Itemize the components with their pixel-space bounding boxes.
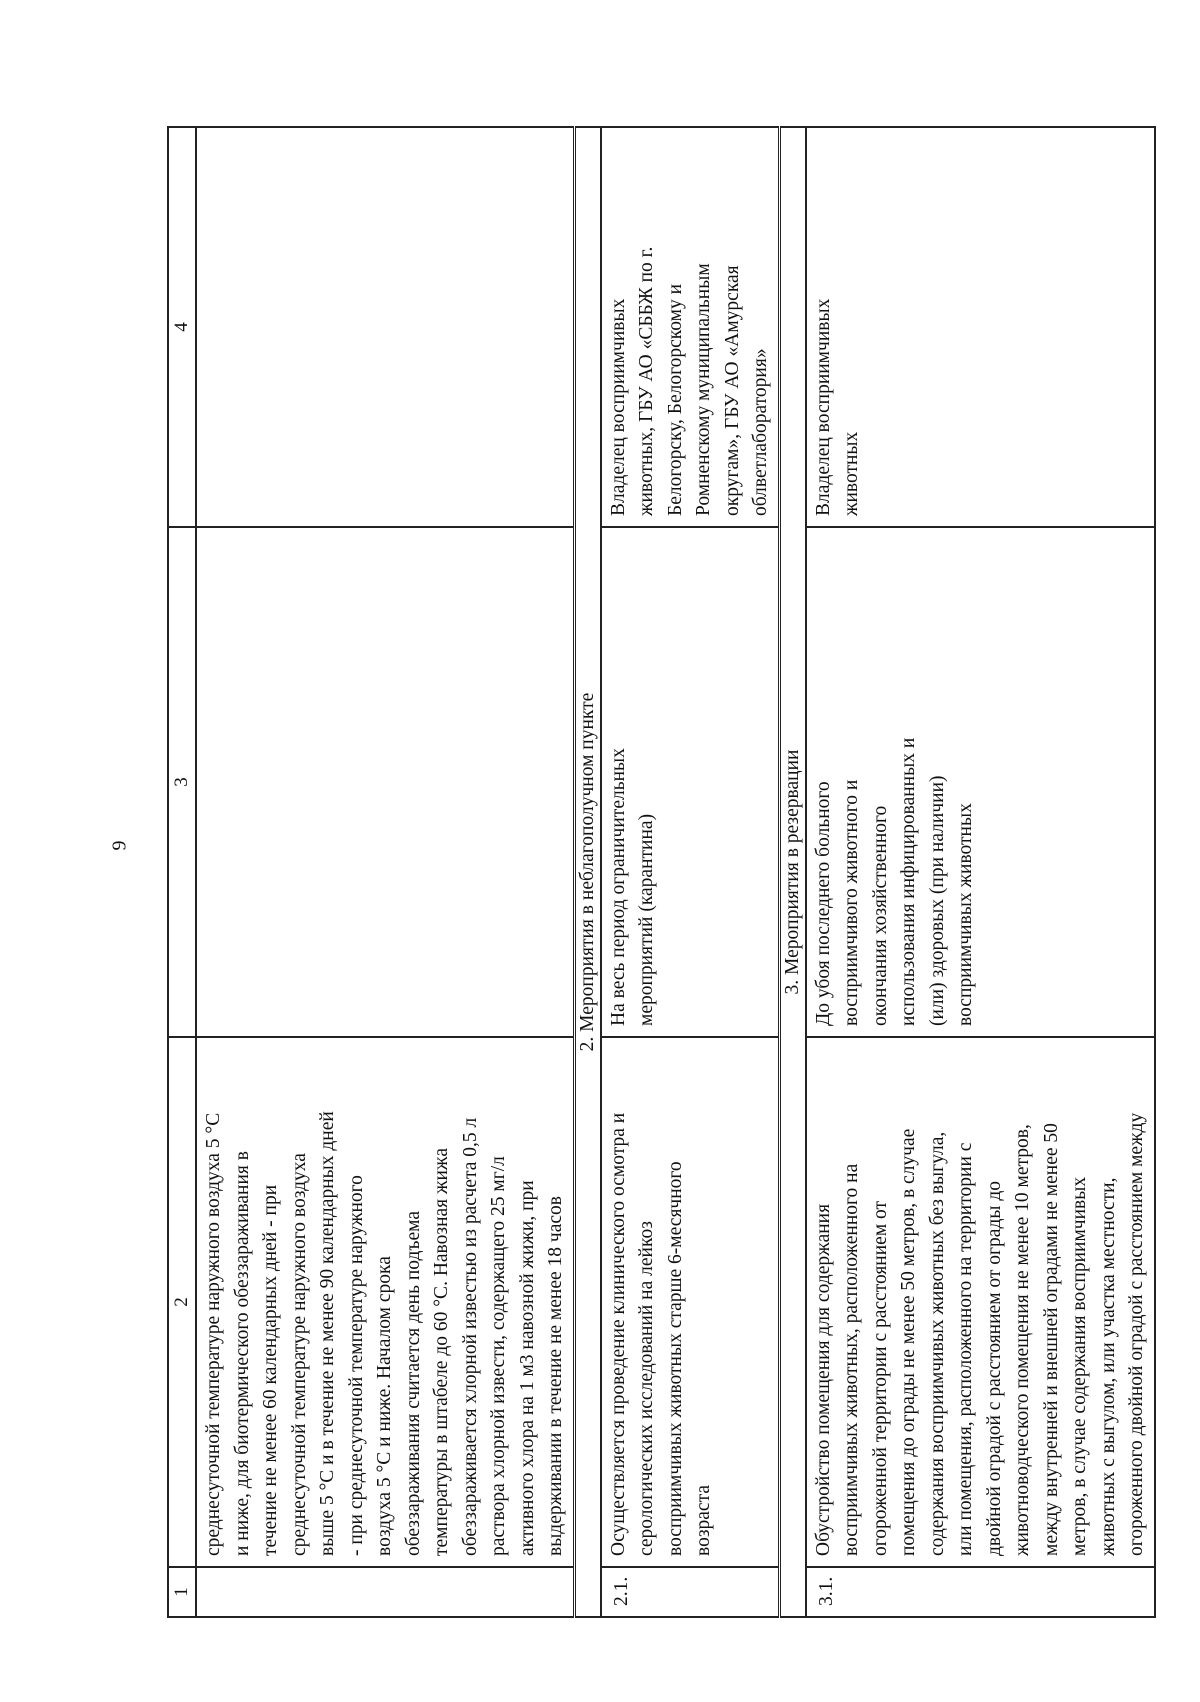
table-header-row: [168, 127, 196, 1617]
page-number: 9: [108, 840, 131, 851]
text-line: восприимчивых животных, расположенного на: [841, 1163, 862, 1556]
text-line: двойной оградой с расстоянием от ограды до: [983, 1180, 1005, 1556]
table-row: [196, 127, 574, 1617]
text-line: использования инфицированных и: [898, 737, 919, 1026]
text-line: огороженной территории с расстоянием от: [869, 1200, 891, 1556]
text-line: среднесуточной температуре наружного воздуха 5 °С: [203, 1112, 224, 1556]
text-line: или помещения, расположенного на территории с: [955, 1142, 976, 1556]
text-line: округам», ГБУ АО «Амурская: [721, 265, 743, 516]
measure-cell: [601, 1037, 780, 1567]
text-line: серологических исследований на лейкоз: [636, 1221, 657, 1556]
text-line: животных, ГБУ АО «СББЖ по г.: [636, 246, 657, 516]
text-line: возраста: [693, 1484, 714, 1556]
text-line: огороженного двойной оградой с расстоянием между: [1126, 1112, 1147, 1556]
text-line: На весь период ограничительных: [607, 748, 629, 1026]
text-line: активного хлора на 1 м3 навозной жижи, при: [516, 1180, 538, 1556]
text-line: животных: [841, 431, 862, 516]
section-3-row: [779, 127, 806, 1617]
text-line: До убоя последнего больного: [812, 781, 834, 1026]
text-line: выдерживании в течение не менее 18 часов: [545, 1196, 566, 1556]
text-line: Осуществляется проведение клинического осмотра и: [607, 1112, 629, 1556]
text-line: восприимчивых животных старше 6-месячного: [664, 1161, 686, 1556]
text-line: течение не менее 60 календарных дней - при: [260, 1184, 281, 1556]
text-line: мероприятий (карантина): [636, 813, 657, 1026]
text-line: и ниже, для биотермического обеззараживания в: [231, 1151, 253, 1556]
text-line: восприимчивых животных: [955, 803, 976, 1026]
text-line: воздуха 5 °С и ниже. Началом срока: [374, 1256, 395, 1556]
header-col-1: 1: [168, 1567, 196, 1617]
row-number-cell: [196, 1567, 574, 1617]
text-line: животных с выгулом, или участка местности,: [1097, 1177, 1119, 1556]
row-number-cell: 2.1.: [601, 1567, 780, 1617]
term-cell: [601, 527, 780, 1037]
measures-table: [167, 126, 1156, 1618]
header-col-2: 2: [168, 1037, 196, 1567]
text-line: восприимчивого животного и: [841, 779, 862, 1026]
rotated-table-container: [167, 128, 1147, 1618]
text-line: метров, в случае содержания восприимчивых: [1069, 1176, 1090, 1556]
text-line: окончания хозяйственного: [869, 805, 891, 1026]
text-line: животноводческого помещения не менее 10 метров,: [1012, 1124, 1033, 1556]
measure-cell: [806, 1037, 1155, 1567]
term-cell: [806, 527, 1155, 1037]
section-2-title: 2. Мероприятия в неблагополучном пункте: [574, 127, 601, 1617]
header-col-4: 4: [168, 127, 196, 527]
text-line: Владелец восприимчивых: [812, 298, 834, 516]
text-line: содержания восприимчивых животных без выгула,: [926, 1131, 948, 1556]
section-3-title: 3. Мероприятия в резервации: [779, 127, 806, 1617]
row-number-cell: 3.1.: [806, 1567, 1155, 1617]
text-line: температуры в штабеле до 60 °С. Навозная жижа: [431, 1147, 452, 1556]
responsible-cell: [196, 127, 574, 527]
responsible-cell: [601, 127, 780, 527]
text-line: Владелец восприимчивых: [607, 298, 629, 516]
text-line: Обустройство помещения для содержания: [812, 1203, 834, 1556]
text-line: (или) здоровых (при наличии): [926, 775, 948, 1026]
text-line: обеззараживания считается день подъема: [402, 1210, 424, 1556]
text-line: - при среднесуточной температуре наружного: [345, 1175, 367, 1556]
text-line: Белогорску, Белогорскому и: [664, 283, 686, 516]
section-2-row: [574, 127, 601, 1617]
header-col-3: 3: [168, 527, 196, 1037]
text-line: раствора хлорной извести, содержащего 25 мг/л: [488, 1156, 509, 1556]
text-line: помещения до ограды не менее 50 метров, в случае: [898, 1128, 919, 1556]
text-line: среднесуточной температуре наружного воздуха: [288, 1153, 310, 1556]
responsible-cell: [806, 127, 1155, 527]
term-cell: [196, 527, 574, 1037]
text-line: выше 5 °С и в течение не менее 90 календарных дней: [317, 1111, 338, 1556]
table-row: [806, 127, 1155, 1617]
text-line: облветлаборатория»: [750, 348, 771, 516]
text-line: Ромненскому муниципальным: [693, 263, 714, 516]
table-row: [601, 127, 780, 1617]
text-line: обеззараживается хлорной известью из расчета 0,5 л: [459, 1117, 481, 1556]
text-line: между внутренней и внешней оградами не менее 50: [1040, 1123, 1062, 1556]
measure-cell: [196, 1037, 574, 1567]
